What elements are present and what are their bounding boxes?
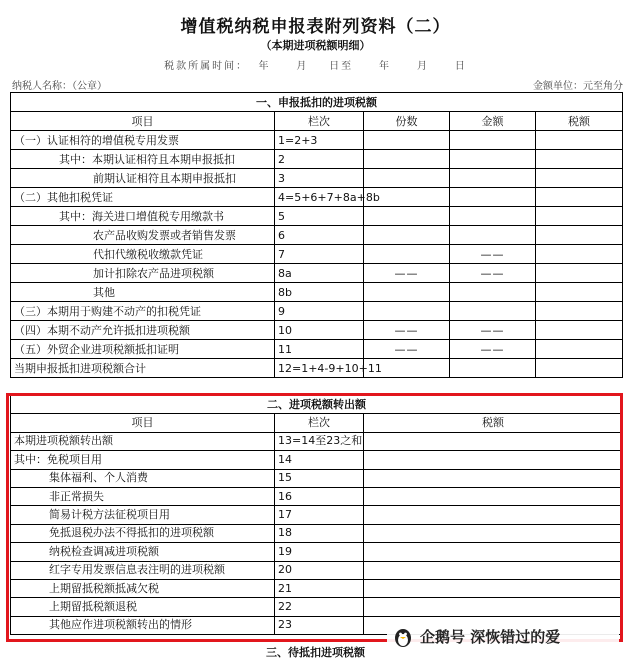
row-line: 14	[275, 451, 364, 469]
row-count: ——	[364, 264, 450, 283]
row-count	[364, 226, 450, 245]
row-item: 本期进项税额转出额	[11, 432, 275, 450]
table-row	[11, 131, 623, 150]
row-line: 12=1+4-9+10+11	[275, 359, 364, 378]
table-row	[11, 226, 623, 245]
row-count: ——	[364, 340, 450, 359]
section1-title: 一、申报抵扣的进项税额	[11, 93, 623, 112]
row-item: （二）其他扣税凭证	[11, 188, 275, 207]
row-item: 当期申报抵扣进项税额合计	[11, 359, 275, 378]
watermark-text: 企鹅号 深恢错过的爱	[420, 628, 561, 646]
row-line: 1=2+3	[275, 131, 364, 150]
table-row	[11, 150, 623, 169]
row-count	[364, 131, 450, 150]
row-item: 红字专用发票信息表注明的进项税额	[11, 561, 275, 579]
row-item: 前期认证相符且本期申报抵扣	[11, 169, 275, 188]
row-item: 上期留抵税额退税	[11, 598, 275, 616]
row-tax	[536, 131, 623, 150]
row-item: （一）认证相符的增值税专用发票	[11, 131, 275, 150]
table-row	[11, 321, 623, 340]
row-count	[364, 245, 450, 264]
period-label: 税款所属时间：	[164, 61, 249, 72]
row-tax	[536, 169, 623, 188]
row-amount: ——	[450, 340, 536, 359]
row-amount	[450, 169, 536, 188]
row-line: 21	[275, 579, 364, 597]
row-item: 农产品收购发票或者销售发票	[11, 226, 275, 245]
table-row	[11, 302, 623, 321]
row-line: 19	[275, 543, 364, 561]
row-amount: ——	[450, 245, 536, 264]
col-header-item: 项目	[11, 112, 275, 131]
row-tax	[536, 302, 623, 321]
section3-title: 三、待抵扣进项税额	[266, 646, 365, 659]
period-month-to: 月	[416, 61, 429, 72]
row-item: 其他应作进项税额转出的情形	[11, 616, 275, 634]
row-item: 其中：本期认证相符且本期申报抵扣	[11, 150, 275, 169]
row-item: 上期留抵税额抵减欠税	[11, 579, 275, 597]
row-item: 其中：海关进口增值税专用缴款书	[11, 207, 275, 226]
table-row	[11, 188, 623, 207]
row-tax	[536, 321, 623, 340]
section1-header-row	[11, 112, 623, 131]
row-tax	[536, 283, 623, 302]
row-item: （五）外贸企业进项税额抵扣证明	[11, 340, 275, 359]
table-row	[11, 264, 623, 283]
row-tax	[536, 226, 623, 245]
section2-title: 二、进项税额转出额	[11, 396, 623, 414]
row-count	[364, 207, 450, 226]
row-line: 18	[275, 524, 364, 542]
row-item: 非正常损失	[11, 487, 275, 505]
row-line: 20	[275, 561, 364, 579]
row-tax	[536, 150, 623, 169]
taxpayer-name-label: 纳税人名称：（公章）	[12, 81, 107, 92]
row-amount	[450, 359, 536, 378]
row-tax	[536, 188, 623, 207]
highlight-box	[6, 393, 623, 642]
table-row	[11, 359, 623, 378]
col-header-line: 栏次	[275, 414, 364, 432]
row-line: 7	[275, 245, 364, 264]
period-day-to: 日至	[329, 61, 354, 72]
row-amount	[450, 131, 536, 150]
row-line: 6	[275, 226, 364, 245]
row-amount	[450, 226, 536, 245]
row-item: 纳税检查调减进项税额	[11, 543, 275, 561]
row-tax	[536, 207, 623, 226]
row-line: 15	[275, 469, 364, 487]
col-header-tax: 税额	[364, 414, 623, 432]
row-line: 13=14至23之和	[275, 432, 364, 450]
page-subtitle: （本期进项税额明细）	[260, 39, 371, 52]
row-item: （三）本期用于购建不动产的扣税凭证	[11, 302, 275, 321]
period-day: 日	[454, 61, 467, 72]
period-year-to: 年	[379, 61, 392, 72]
row-line: 16	[275, 487, 364, 505]
table-row	[11, 245, 623, 264]
row-item: 免抵退税办法不得抵扣的进项税额	[11, 524, 275, 542]
row-amount	[450, 302, 536, 321]
row-line: 11	[275, 340, 364, 359]
col-header-amount: 金额	[450, 112, 536, 131]
page-title: 增值税纳税申报表附列资料（二）	[180, 17, 451, 37]
row-item: 加计扣除农产品进项税额	[11, 264, 275, 283]
row-amount	[450, 150, 536, 169]
row-line: 8a	[275, 264, 364, 283]
row-line: 22	[275, 598, 364, 616]
row-amount	[450, 283, 536, 302]
row-item: 其他	[11, 283, 275, 302]
table-row	[11, 207, 623, 226]
currency-unit-label: 金额单位：元至角分	[533, 81, 623, 92]
row-line: 9	[275, 302, 364, 321]
row-line: 3	[275, 169, 364, 188]
row-item: 集体福利、个人消费	[11, 469, 275, 487]
col-header-item: 项目	[11, 414, 275, 432]
row-line: 23	[275, 616, 364, 634]
row-line: 10	[275, 321, 364, 340]
col-header-tax: 税额	[536, 112, 623, 131]
row-tax	[536, 264, 623, 283]
row-line: 4=5+6+7+8a+8b	[275, 188, 364, 207]
row-line: 8b	[275, 283, 364, 302]
table-row	[11, 340, 623, 359]
row-amount	[450, 207, 536, 226]
table-row	[11, 283, 623, 302]
section1-table	[10, 92, 623, 378]
row-count: ——	[364, 321, 450, 340]
row-amount: ——	[450, 321, 536, 340]
row-tax	[536, 245, 623, 264]
row-line: 5	[275, 207, 364, 226]
row-amount	[450, 188, 536, 207]
col-header-line: 栏次	[275, 112, 364, 131]
row-line: 17	[275, 506, 364, 524]
period-year-from: 年	[258, 61, 271, 72]
tax-period	[0, 57, 631, 72]
col-header-count: 份数	[364, 112, 450, 131]
row-item: 代扣代缴税收缴款凭证	[11, 245, 275, 264]
row-tax	[536, 359, 623, 378]
row-count	[364, 302, 450, 321]
row-tax	[536, 340, 623, 359]
period-month-from: 月	[296, 61, 309, 72]
row-count	[364, 169, 450, 188]
row-line: 2	[275, 150, 364, 169]
penguin-icon	[392, 626, 414, 648]
row-amount: ——	[450, 264, 536, 283]
table-row	[11, 169, 623, 188]
row-item: 其中：免税项目用	[11, 451, 275, 469]
row-count	[364, 150, 450, 169]
row-item: （四）本期不动产允许抵扣进项税额	[11, 321, 275, 340]
row-item: 简易计税方法征税项目用	[11, 506, 275, 524]
row-count	[364, 283, 450, 302]
